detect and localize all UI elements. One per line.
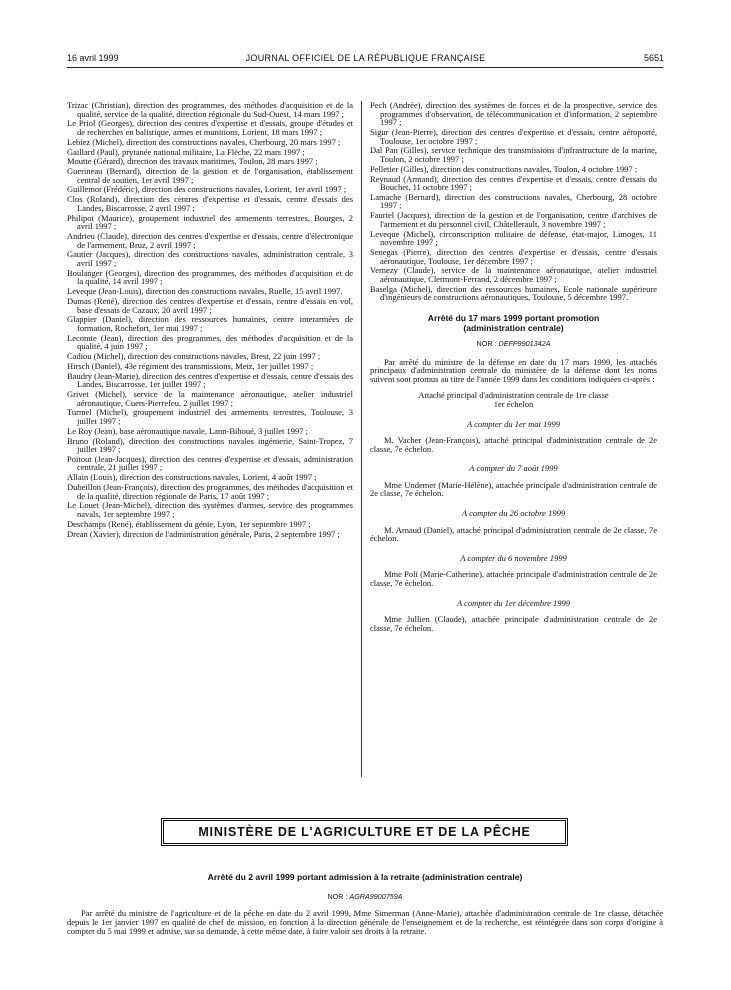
appointment-entry: Baudry (Jean-Marie), direction des centres d'expertise et d'essais, centre d'essais des Landes, Biscarrosse, 1er juillet 1997 ; (67, 370, 353, 390)
appointment-entry: Bruno (Roland), direction des constructions navales ingénierie, Saint-Tropez, 7 juillet 1997 ; (67, 435, 353, 455)
appointment-entry: Le Roy (Jean), base aéronautique navale, Lann-Bihoué, 3 juillet 1997 ; (67, 425, 308, 436)
appointment-entry: Pech (Andrée), direction des systèmes de forces et de la prospective, service des programmes d'observation, de télécommunication et d'information, 2 septembre 1997 ; (370, 100, 657, 128)
promotion-text: M. Vacher (Jean-François), attaché principal d'administration centrale de 2e classe, 7e échelon. (370, 435, 657, 454)
appointment-entry: Dubeillon (Jean-François), direction des programmes, des méthodes d'acquisition et de la qualité, direction régionale de Paris, 17 août 1997 ; (67, 482, 353, 501)
promotion-text: Mme Poli (Marie-Catherine), attachée principale d'administration centrale de 2e classe, 7e échelon. (370, 569, 657, 589)
appointment-entry: Le Louet (Jean-Michel), direction des systèmes d'armes, service des programmes navals, 1er septembre 1997 ; (67, 500, 353, 519)
header-title: JOURNAL OFFICIEL DE LA RÉPUBLIQUE FRANÇAISE (245, 53, 486, 63)
appointment-entry: Pelletier (Gilles), direction des constructions navales, Toulon, 4 octobre 1997 ; (370, 163, 638, 174)
appointment-entry: Grivet (Michel), service de la maintenance aéronautique, atelier industriel aéronautique, Cuers-Pierrefeu, 2 juillet 1997 ; (67, 388, 353, 408)
arrete-1-nor (370, 340, 657, 349)
appointment-entry: Vernezy (Claude), service de la maintenance aéronautique, atelier industriel aéronautique, Clermont-Ferrand, 2 décembre 1997 ; (370, 265, 657, 284)
appointment-entry: Drean (Xavier), direction de l'administration générale, Paris, 2 septembre 1997 ; (67, 528, 340, 539)
appointment-entry: Boulanger (Georges), direction des programmes, des méthodes d'acquisition et de la qualité, 14 avril 1997 ; (67, 267, 353, 287)
appointment-entry: Fauriel (Jacques), direction de la gestion et de l'organisation, centre d'archives de l'armement et du personnel civil, Châtellerault, 3 novembre 1997 ; (370, 210, 657, 229)
appointment-entry: Deschamps (René), établissement du génie, Lyon, 1er septembre 1997 ; (67, 518, 311, 529)
grade-line-1: Attaché principal d'administration centrale de 1re classe (418, 390, 609, 401)
appointment-entry: Allain (Louis), direction des constructions navales, Lorient, 4 août 1997 ; (67, 472, 317, 483)
appointment-entry: Trizac (Christian), direction des programmes, des méthodes d'acquisition et de la qualité, service de la qualité, direction régionale du Sud-Ouest, 14 mars 1997 ; (67, 100, 353, 119)
nor-code: AGRA9900759A (349, 892, 403, 901)
grade-line-2: 1er échelon (493, 398, 534, 409)
appointment-entry: Lamache (Bernard), direction des constructions navales, Cherbourg, 28 octobre 1997 ; (370, 191, 657, 211)
appointment-entry: Le Priol (Georges), direction des centres d'expertise et d'essais, groupe d'études et de recherches en balistique, armes et munitions, Lorient, 18 mars 1997 ; (67, 118, 353, 137)
appointment-entry: Gautier (Jacques), direction des constructions navales, administration centrale, 3 avril 1997 ; (67, 249, 353, 268)
nor-label: NOR : (327, 892, 348, 901)
promotion-list (370, 420, 657, 633)
appointment-entry: Dumas (René), direction des centres d'expertise et d'essais, centre d'essais en vol, base d'essais de Cazaux, 20 avril 1997 ; (67, 295, 353, 315)
appointment-entry: Leveque (Michel), circonscription militaire de défense, état-major, Limoges, 11 novembre 1997 ; (370, 228, 657, 248)
appointment-entry: Clos (Roland), direction des centres d'expertise et d'essais, centre d'essais des Landes, Biscarrosse, 2 avril 1997 ; (67, 194, 353, 213)
promotion-text: Mme Jullien (Claude), attachée principale d'administration centrale de 2e classe, 7e échelon. (370, 614, 657, 633)
appointment-entry: Sigur (Jean-Pierre), direction des centres d'expertise et d'essais, centre aéroporté, Toulouse, 1er octobre 1997 ; (370, 126, 657, 146)
appointment-entry: Moutte (Gérard), direction des travaux maritimes, Toulon, 28 mars 1997 ; (67, 156, 318, 167)
appointment-entry: Philipot (Maurice), groupement industriel des armements terrestres, Bourges, 2 avril 1997 ; (67, 212, 353, 232)
appointment-entry: Hirsch (Daniel), 43e régiment des transmissions, Metz, 1er juillet 1997 ; (67, 360, 314, 371)
left-column (67, 101, 353, 539)
nor-code: DEFP9901342A (498, 338, 551, 348)
header-date: 16 avril 1999 (67, 53, 119, 63)
appointment-entry: Baselga (Michel), direction des ressources humaines, Ecole nationale supérieure d'ingénieurs de constructions aéronautiques, Toulouse, 5 décembre 1997. (370, 283, 657, 303)
promotion-date: A compter du 6 novembre 1999 (460, 552, 567, 563)
right-entry-list (370, 101, 657, 302)
ministry-title: MINISTÈRE DE L'AGRICULTURE ET DE LA PÊCHE (198, 825, 531, 839)
arrete-1-title-line2: (administration centrale) (463, 322, 564, 333)
arrete-1-title (378, 313, 649, 333)
appointment-entry: Turmel (Michel), groupement industriel des armements terrestres, Toulouse, 3 juillet 1997 ; (67, 407, 353, 426)
promotion-text: M. Arnaud (Daniel), attaché principal d'administration centrale de 2e classe, 7e échelon. (370, 524, 657, 544)
appointment-entry: Dal Pan (Gilles), service technique des transmissions d'infrastructure de la marine, Toulon, 2 octobre 1997 ; (370, 145, 657, 164)
appointment-entry: Guerineau (Bernard), direction de la gestion et de l'organisation, établissement central de soutien, 1er avril 1997 ; (67, 166, 353, 185)
arrete-1-paragraph: Par arrêté du ministre de la défense en date du 17 mars 1999, les attachés principaux d'administration centrale du ministère de la défense dont les noms suivent sont promus au titre de l'année 1999 dans les conditions indiquées ci-après : (370, 356, 657, 384)
arrete-1-title-line1: Arrêté du 17 mars 1999 portant promotion (427, 312, 600, 323)
appointment-entry: Reynaud (Armand), direction des centres d'expertise et d'essais, centre d'essais du Bouchet, 11 octobre 1997 ; (370, 173, 657, 193)
appointment-entry: Gaillard (Paul), prytanée national militaire, La Flèche, 22 mars 1997 ; (67, 146, 305, 157)
appointment-entry: Guillemot (Frédéric), direction des constructions navales, Lorient, 1er avril 1997 ; (67, 184, 347, 195)
appointment-entry: Lecomte (Jean), direction des programmes, des méthodes d'acquisition et de la qualité, 4 juin 1997 ; (67, 332, 353, 352)
arrete-2-title: Arrêté du 2 avril 1999 portant admission à la retraite (administration centrale) (207, 872, 523, 882)
promotion-date: A compter du 7 août 1999 (469, 463, 558, 474)
promotion-date: A compter du 1er mai 1999 (466, 418, 561, 429)
appointment-entry: Leveque (Jean-Louis), direction des constructions navales, Ruelle, 15 avril 1997. (67, 286, 343, 297)
column-divider (361, 101, 362, 777)
appointment-entry: Glappier (Daniel), direction des ressources humaines, centre interarmées de formation, Rochefort, 1er mai 1997 ; (67, 314, 353, 333)
appointment-entry: Poitout (Jean-Jacques), direction des centres d'expertise et d'essais, administration centrale, 21 juillet 1997 ; (67, 453, 353, 473)
ministry-heading-box (161, 818, 568, 846)
header-page-number: 5651 (643, 53, 664, 63)
grade-heading (370, 391, 657, 408)
appointment-entry: Senegas (Pierre), direction des centres d'expertise et d'essais, centre d'essais aéronautique, Toulouse, 1er décembre 1997 ; (370, 247, 657, 266)
arrete-2-nor (67, 892, 663, 901)
promotion-text: Mme Undemer (Marie-Hélène), attachée principale d'administration centrale de 2e classe, 7e échelon. (370, 479, 657, 499)
promotion-date: A compter du 26 octobre 1999 (461, 508, 566, 519)
appointment-entry: Lebiez (Michel), direction des constructions navales, Cherbourg, 20 mars 1997 ; (67, 136, 341, 147)
appointment-entry: Andrieu (Claude), direction des centres d'expertise et d'essais, centre d'électronique de l'armement, Bruz, 2 avril 1997 ; (67, 231, 353, 250)
promotion-date: A compter du 1er décembre 1999 (456, 597, 571, 608)
right-column (370, 101, 657, 632)
header-rule (67, 67, 663, 68)
arrete-2-paragraph: Par arrêté du ministre de l'agriculture et de la pêche en date du 2 avril 1999, Mme Simerman (Anne-Marie), attachée d'administration centrale de 1re classe, détachée depuis le 1er janvier 1997 en qualité de chef de mission, en fonction à la direction générale de l'enseignement et de la recherche, est réintégrée dans son corps d'origine à compter du 5 mai 1999 et admise, sur sa demande, à cette même date, à faire valoir ses droits à la retraite. (67, 908, 663, 936)
appointment-entry: Cadiou (Michel), direction des constructions navales, Brest, 22 juin 1997 ; (67, 351, 321, 362)
nor-label: NOR : (476, 338, 497, 348)
